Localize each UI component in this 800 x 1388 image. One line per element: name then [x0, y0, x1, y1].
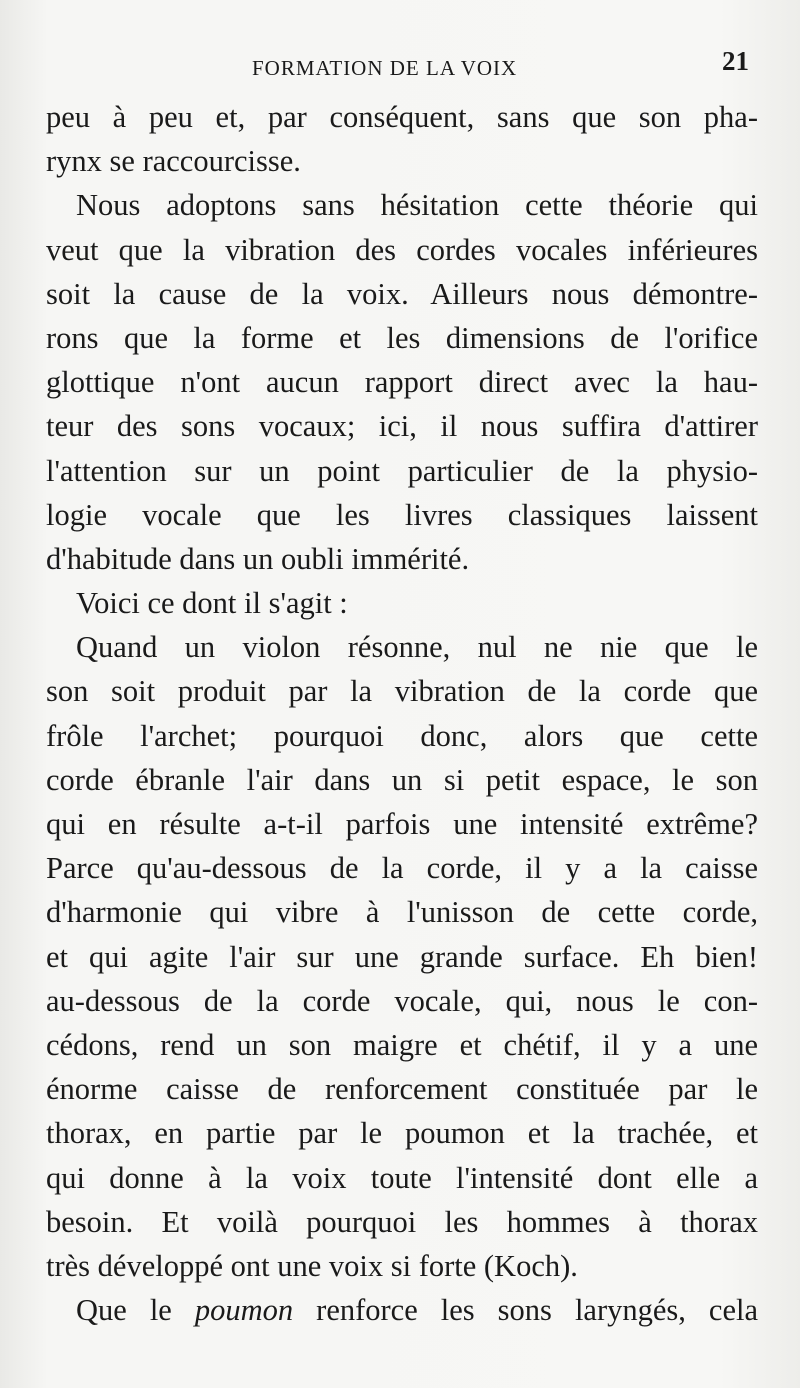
- text-line: Parce qu'au-dessous de la corde, il y a la caisse: [46, 851, 758, 886]
- paragraph-start-line: Voici ce dont il s'agit :: [76, 586, 348, 621]
- text-line: veut que la vibration des cordes vocales inférieures: [46, 232, 758, 267]
- text-line: frôle l'archet; pourquoi donc, alors que cette: [46, 718, 758, 753]
- text-line: thorax, en partie par le poumon et la trachée, et: [46, 1116, 758, 1151]
- body-text: [46, 95, 758, 1332]
- text-line: son soit produit par la vibration de la corde que: [46, 674, 758, 709]
- text-line: au-dessous de la corde vocale, qui, nous le con-: [46, 983, 758, 1018]
- text-line: teur des sons vocaux; ici, il nous suffira d'attirer: [46, 409, 758, 444]
- text-line: qui en résulte a-t-il parfois une intensité extrême?: [46, 807, 758, 841]
- paragraph-start-line: [46, 1288, 758, 1332]
- text-line: d'harmonie qui vibre à l'unisson de cette corde,: [46, 895, 758, 930]
- text-line: qui donne à la voix toute l'intensité dont elle a: [46, 1160, 758, 1195]
- text-line: cédons, rend un son maigre et chétif, il y a une: [46, 1027, 758, 1062]
- text-line: logie vocale que les livres classiques laissent: [46, 497, 758, 532]
- italic-word: poumon: [194, 1293, 294, 1328]
- text-line: l'attention sur un point particulier de la physio-: [46, 453, 758, 488]
- text-line: corde ébranle l'air dans un si petit espace, le son: [46, 762, 758, 797]
- final-line-after: renforce les sons laryngés, cela: [293, 1293, 758, 1328]
- text-line: glottique n'ont aucun rapport direct avec la hau-: [46, 365, 758, 400]
- text-line: et qui agite l'air sur une grande surface. Eh bien!: [46, 939, 758, 974]
- paragraph-start-line: Nous adoptons sans hésitation cette théorie qui: [76, 188, 758, 223]
- text-line: d'habitude dans un oubli immérité.: [46, 541, 470, 576]
- text-line: besoin. Et voilà pourquoi les hommes à thorax: [46, 1204, 758, 1239]
- text-line: soit la cause de la voix. Ailleurs nous démontre-: [46, 276, 758, 311]
- page-header: [0, 46, 800, 86]
- text-line: rons que la forme et les dimensions de l'orifice: [46, 320, 758, 355]
- final-line-before: Que le: [76, 1293, 195, 1328]
- text-line: énorme caisse de renforcement constituée par le: [46, 1072, 758, 1107]
- text-line: rynx se raccourcisse.: [46, 144, 301, 179]
- text-line: très développé ont une voix si forte (Koch).: [46, 1248, 578, 1283]
- running-head: FORMATION DE LA VOIX: [252, 56, 518, 80]
- page-number: 21: [722, 46, 749, 76]
- paragraph-start-line: Quand un violon résonne, nul ne nie que le: [76, 630, 758, 665]
- text-line: peu à peu et, par conséquent, sans que son pha-: [46, 100, 758, 134]
